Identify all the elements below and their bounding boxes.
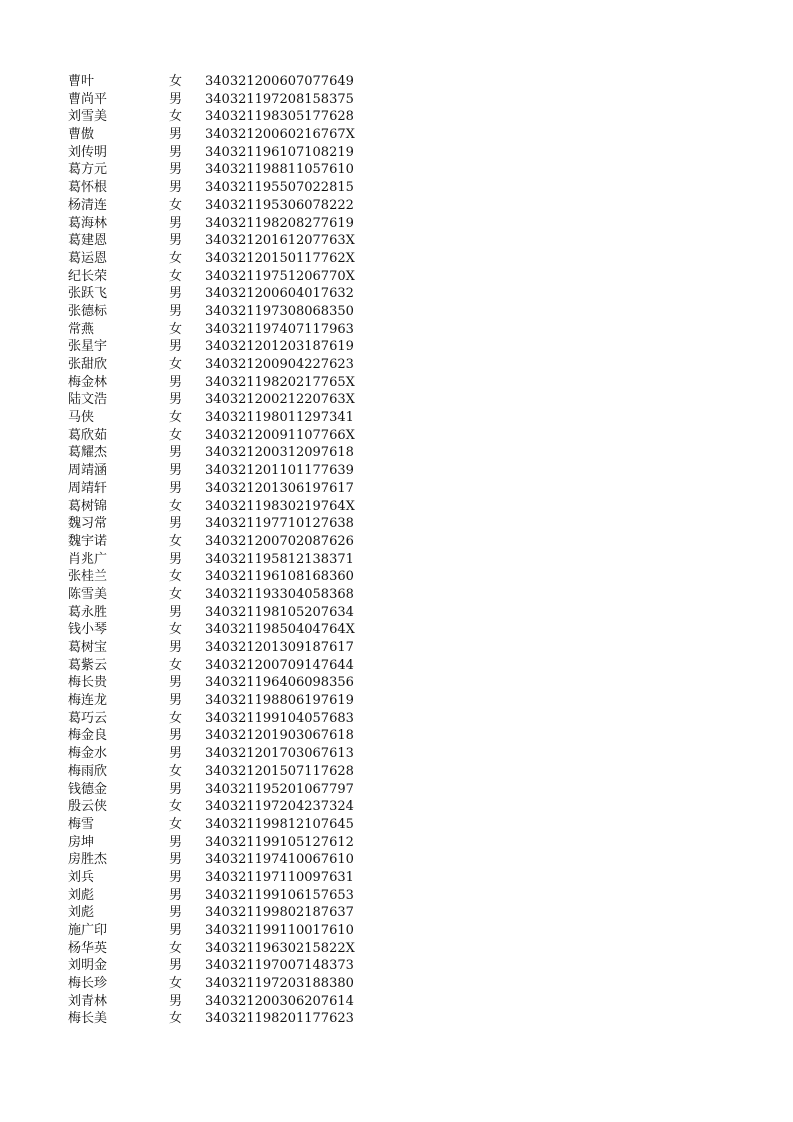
- person-name: 刘彪: [68, 905, 95, 921]
- person-name: 房胜杰: [68, 852, 108, 868]
- person-name: 梅长贵: [68, 675, 108, 691]
- person-sex: 女: [169, 250, 183, 266]
- person-id-number: 34032119820217765X: [205, 374, 355, 390]
- person-id-number: 340321200312097618: [205, 445, 354, 461]
- person-sex: 女: [169, 622, 183, 638]
- person-sex: 女: [169, 657, 183, 673]
- person-id-number: 340321201203187619: [205, 339, 354, 355]
- person-name: 梅长珍: [68, 976, 108, 992]
- person-name: 杨华英: [68, 940, 108, 956]
- person-sex: 男: [169, 923, 183, 938]
- person-id-number: 340321196107108219: [205, 144, 354, 160]
- person-name: 张德标: [68, 303, 108, 319]
- person-sex: 男: [169, 958, 183, 974]
- person-id-number: 340321195201067797: [205, 781, 354, 797]
- person-sex: 男: [169, 392, 183, 408]
- person-id-number: 340321200306207614: [205, 993, 354, 1009]
- person-name: 张星宇: [68, 339, 108, 355]
- person-name: 魏宇诺: [68, 533, 108, 549]
- person-sex: 男: [169, 233, 183, 249]
- person-name: 梅长美: [68, 1011, 108, 1027]
- person-id-number: 340321197007148373: [205, 958, 354, 974]
- person-name: 刘明金: [68, 958, 108, 974]
- person-id-number: 340321195812138371: [205, 551, 354, 567]
- person-sex: 男: [169, 551, 183, 567]
- person-id-number: 34032120161207763X: [205, 233, 355, 249]
- person-name: 曹叶: [68, 74, 95, 89]
- person-id-number: 340321197110097631: [205, 869, 354, 885]
- person-name: 钱德金: [68, 781, 108, 797]
- person-name: 殷云侠: [68, 799, 108, 815]
- person-name: 葛树宝: [68, 640, 108, 655]
- person-sex: 女: [169, 710, 183, 726]
- person-id-number: 340321193304058368: [205, 586, 354, 602]
- person-sex: 女: [169, 940, 183, 956]
- person-name: 梅金水: [68, 746, 108, 762]
- person-name: 刘传明: [68, 144, 108, 160]
- person-id-number: 340321200607077649: [205, 74, 354, 89]
- person-sex: 男: [169, 180, 183, 196]
- person-sex: 男: [169, 993, 183, 1009]
- person-name: 陆文浩: [68, 392, 108, 408]
- person-name: 葛建恩: [68, 233, 108, 249]
- person-name: 常燕: [68, 321, 95, 337]
- person-sex: 男: [169, 445, 183, 461]
- person-sex: 男: [169, 144, 183, 160]
- person-id-number: 340321196108168360: [205, 569, 354, 585]
- person-sex: 女: [169, 197, 183, 213]
- person-sex: 男: [169, 91, 183, 107]
- person-name: 周靖轩: [68, 480, 108, 496]
- person-id-number: 340321200709147644: [205, 657, 354, 673]
- person-id-number: 340321198811057610: [205, 162, 354, 178]
- person-sex: 男: [169, 286, 183, 302]
- person-name: 曹傲: [68, 127, 95, 143]
- person-sex: 男: [169, 339, 183, 355]
- person-name: 梅连龙: [68, 693, 108, 709]
- person-id-number: 340321197204237324: [205, 799, 354, 815]
- person-name: 梅雨欣: [68, 763, 108, 779]
- person-id-number: 34032120150117762X: [205, 250, 355, 266]
- person-id-number: 340321199812107645: [205, 816, 354, 832]
- person-name: 施广印: [68, 923, 108, 938]
- person-sex: 男: [169, 852, 183, 868]
- person-id-number: 340321198305177628: [205, 109, 354, 125]
- person-id-number: 340321197710127638: [205, 516, 354, 532]
- person-sex: 男: [169, 693, 183, 709]
- person-id-number: 340321201703067613: [205, 746, 354, 762]
- person-name: 魏习常: [68, 516, 108, 532]
- person-sex: 女: [169, 498, 183, 514]
- person-name: 陈雪美: [68, 586, 108, 602]
- person-id-number: 340321198208277619: [205, 215, 354, 231]
- person-sex: 女: [169, 74, 183, 89]
- person-sex: 男: [169, 869, 183, 885]
- person-sex: 男: [169, 215, 183, 231]
- person-name: 葛紫云: [68, 657, 108, 673]
- person-name: 张跃飞: [68, 286, 108, 302]
- person-name: 葛海林: [68, 215, 108, 231]
- person-id-number: 34032119630215822X: [205, 940, 355, 956]
- person-id-number: 340321199104057683: [205, 710, 354, 726]
- person-name: 梅金林: [68, 374, 108, 390]
- person-name: 肖兆广: [68, 551, 108, 567]
- person-id-number: 340321197410067610: [205, 852, 354, 868]
- person-id-number: 340321199802187637: [205, 905, 354, 921]
- person-id-number: 34032119850404764X: [205, 622, 355, 638]
- person-id-number: 340321201309187617: [205, 640, 354, 655]
- person-name: 钱小琴: [68, 622, 108, 638]
- person-id-number: 340321201507117628: [205, 763, 354, 779]
- person-sex: 男: [169, 127, 183, 143]
- person-id-number: 340321201101177639: [205, 463, 354, 479]
- person-sex: 女: [169, 321, 183, 337]
- person-sex: 男: [169, 887, 183, 903]
- person-sex: 女: [169, 586, 183, 602]
- person-sex: 女: [169, 357, 183, 372]
- person-id-number: 340321196406098356: [205, 675, 354, 691]
- person-sex: 男: [169, 303, 183, 319]
- person-sex: 女: [169, 569, 183, 585]
- person-id-number: 34032119830219764X: [205, 498, 355, 514]
- person-name: 葛树锦: [68, 498, 108, 514]
- person-id-number: 340321195507022815: [205, 180, 354, 196]
- person-sex: 男: [169, 162, 183, 178]
- person-name: 张甜欣: [68, 357, 108, 372]
- person-name: 房坤: [68, 834, 95, 850]
- person-name: 张桂兰: [68, 569, 108, 585]
- person-name: 刘青林: [68, 993, 108, 1009]
- person-name: 刘彪: [68, 887, 95, 903]
- person-sex: 男: [169, 675, 183, 691]
- person-sex: 男: [169, 728, 183, 744]
- person-name: 刘兵: [68, 869, 95, 885]
- person-id-number: 34032119751206770X: [205, 268, 355, 284]
- person-sex: 女: [169, 976, 183, 992]
- person-sex: 女: [169, 427, 183, 443]
- person-sex: 男: [169, 480, 183, 496]
- person-name: 曹尚平: [68, 91, 108, 107]
- person-id-number: 340321197308068350: [205, 303, 354, 319]
- person-id-number: 340321198105207634: [205, 604, 354, 620]
- person-sex: 男: [169, 640, 183, 655]
- person-sex: 女: [169, 109, 183, 125]
- person-name: 周靖涵: [68, 463, 108, 479]
- person-id-number: 340321201903067618: [205, 728, 354, 744]
- person-sex: 女: [169, 816, 183, 832]
- person-name: 葛欣茹: [68, 427, 108, 443]
- person-sex: 女: [169, 763, 183, 779]
- person-name: 马侠: [68, 410, 95, 426]
- person-name: 梅金良: [68, 728, 108, 744]
- person-name: 梅雪: [68, 816, 95, 832]
- person-id-number: 340321201306197617: [205, 480, 354, 496]
- person-id-number: 34032120091107766X: [205, 427, 355, 443]
- person-sex: 女: [169, 1011, 183, 1027]
- person-id-number: 34032120021220763X: [205, 392, 355, 408]
- person-sex: 男: [169, 374, 183, 390]
- person-sex: 女: [169, 533, 183, 549]
- person-id-number: 340321200904227623: [205, 357, 354, 372]
- person-id-number: 340321199105127612: [205, 834, 354, 850]
- person-sex: 女: [169, 268, 183, 284]
- person-name: 葛运恩: [68, 250, 108, 266]
- person-id-number: 340321197208158375: [205, 91, 354, 107]
- person-sex: 女: [169, 410, 183, 426]
- person-name: 杨清连: [68, 197, 108, 213]
- person-sex: 男: [169, 516, 183, 532]
- person-name: 葛永胜: [68, 604, 108, 620]
- person-id-number: 340321199106157653: [205, 887, 354, 903]
- person-id-number: 340321198806197619: [205, 693, 354, 709]
- person-sex: 男: [169, 463, 183, 479]
- person-id-number: 340321199110017610: [205, 923, 354, 938]
- person-id-number: 340321200604017632: [205, 286, 354, 302]
- person-id-number: 340321200702087626: [205, 533, 354, 549]
- person-name: 葛巧云: [68, 710, 108, 726]
- person-sex: 男: [169, 604, 183, 620]
- person-id-number: 340321198011297341: [205, 410, 354, 426]
- person-id-number: 34032120060216767X: [205, 127, 355, 143]
- person-name: 葛方元: [68, 162, 108, 178]
- person-sex: 男: [169, 834, 183, 850]
- person-sex: 男: [169, 781, 183, 797]
- person-id-number: 340321195306078222: [205, 197, 354, 213]
- person-name: 刘雪美: [68, 109, 108, 125]
- person-id-number: 340321198201177623: [205, 1011, 354, 1027]
- person-sex: 男: [169, 905, 183, 921]
- person-name: 纪长荣: [68, 268, 108, 284]
- person-name: 葛耀杰: [68, 445, 108, 461]
- person-id-number: 340321197407117963: [205, 321, 354, 337]
- person-name: 葛怀根: [68, 180, 108, 196]
- person-sex: 女: [169, 799, 183, 815]
- person-sex: 男: [169, 746, 183, 762]
- person-id-number: 340321197203188380: [205, 976, 354, 992]
